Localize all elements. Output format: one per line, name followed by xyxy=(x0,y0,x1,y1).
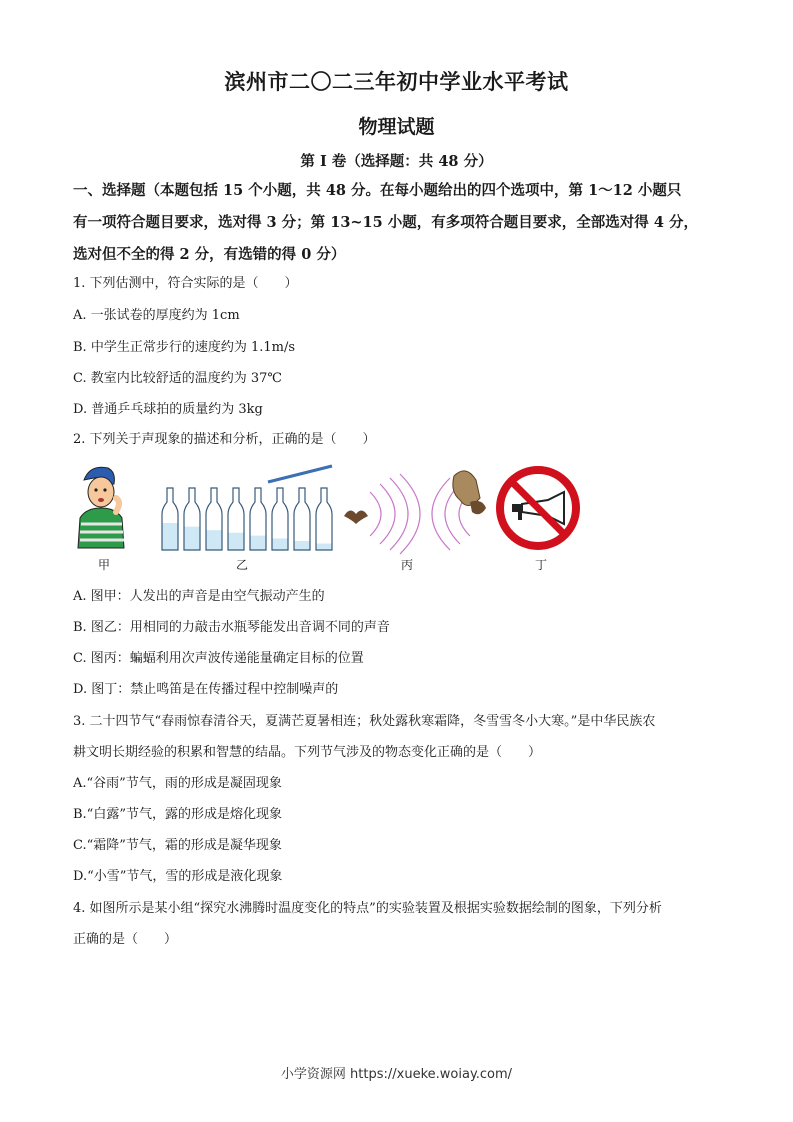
striking-stick xyxy=(268,466,332,482)
q1-option-d: D. 普通乒乓球拍的质量约为 3kg xyxy=(73,402,263,417)
bat-echolocation-illustration xyxy=(344,471,486,554)
section-instruction-line-2: 有一项符合题目要求，选对得 3 分；第 13~15 小题，有多项符合题目要求，全部选对得 4 分， xyxy=(73,214,698,231)
q1-option-c: C. 教室内比较舒适的温度约为 37℃ xyxy=(73,371,282,386)
caption-yi: 乙 xyxy=(236,558,249,572)
caption-bing: 丙 xyxy=(401,558,414,572)
bottle xyxy=(206,488,222,550)
q4-stem-line-1: 4. 如图所示是某小组“探究水沸腾时温度变化的特点”的实验装置及根据实验数据绘制的图象，下列分析 xyxy=(73,901,662,916)
q2-figure xyxy=(70,462,590,574)
q3-option-c: C.“霜降”节气，霜的形成是凝华现象 xyxy=(73,838,282,853)
bottle xyxy=(162,488,178,550)
q1-stem: 1. 下列估测中，符合实际的是（ ） xyxy=(73,276,298,291)
caption-ding: 丁 xyxy=(535,558,548,572)
q2-option-d: D. 图丁：禁止鸣笛是在传播过程中控制噪声的 xyxy=(73,682,339,697)
q1-option-a: A. 一张试卷的厚度约为 1cm xyxy=(73,308,240,323)
bottle xyxy=(316,488,332,550)
caption-jia: 甲 xyxy=(98,558,111,572)
boy-illustration xyxy=(78,467,124,548)
footer-watermark: 小学资源网 https://xueke.woiay.com/ xyxy=(280,1067,513,1082)
bat-icon xyxy=(344,510,368,524)
q3-stem-line-2: 耕文明长期经验的积累和智慧的结晶。下列节气涉及的物态变化正确的是（ ） xyxy=(73,745,542,760)
q3-option-a: A.“谷雨”节气，雨的形成是凝固现象 xyxy=(73,776,282,791)
q3-option-b: B.“白露”节气，露的形成是熔化现象 xyxy=(73,807,282,822)
moth-icon xyxy=(453,471,480,506)
exam-title: 滨州市二〇二三年初中学业水平考试 xyxy=(224,69,569,94)
q4-stem-line-2: 正确的是（ ） xyxy=(73,932,178,947)
exam-subtitle: 物理试题 xyxy=(358,116,435,138)
bottle xyxy=(184,488,200,550)
bottle xyxy=(228,488,244,550)
q3-stem-line-1: 3. 二十四节气“春雨惊春清谷天，夏满芒夏暑相连；秋处露秋寒霜降，冬雪雪冬小大寒。”是中华民族农 xyxy=(73,714,656,729)
bottle xyxy=(250,488,266,550)
no-horn-sign xyxy=(500,470,576,546)
q2-stem: 2. 下列关于声现象的描述和分析，正确的是（ ） xyxy=(73,432,376,447)
q2-option-c: C. 图丙：蝙蝠利用次声波传递能量确定目标的位置 xyxy=(73,651,364,666)
part-heading: 第 I 卷（选择题：共 48 分） xyxy=(300,153,493,170)
q2-option-b: B. 图乙：用相同的力敲击水瓶琴能发出音调不同的声音 xyxy=(73,620,390,635)
q3-option-d: D.“小雪”节气，雪的形成是液化现象 xyxy=(73,869,283,884)
q1-option-b: B. 中学生正常步行的速度约为 1.1m/s xyxy=(73,340,296,355)
q2-option-a: A. 图甲：人发出的声音是由空气振动产生的 xyxy=(73,589,325,604)
bottle xyxy=(272,488,288,550)
water-bottles-illustration xyxy=(162,466,332,550)
section-instruction-line-1: 一、选择题（本题包括 15 个小题，共 48 分。在每小题给出的四个选项中，第 1～12 小题只 xyxy=(73,182,682,199)
bottle xyxy=(294,488,310,550)
section-instruction-line-3: 选对但不全的得 2 分，有选错的得 0 分） xyxy=(73,246,346,263)
